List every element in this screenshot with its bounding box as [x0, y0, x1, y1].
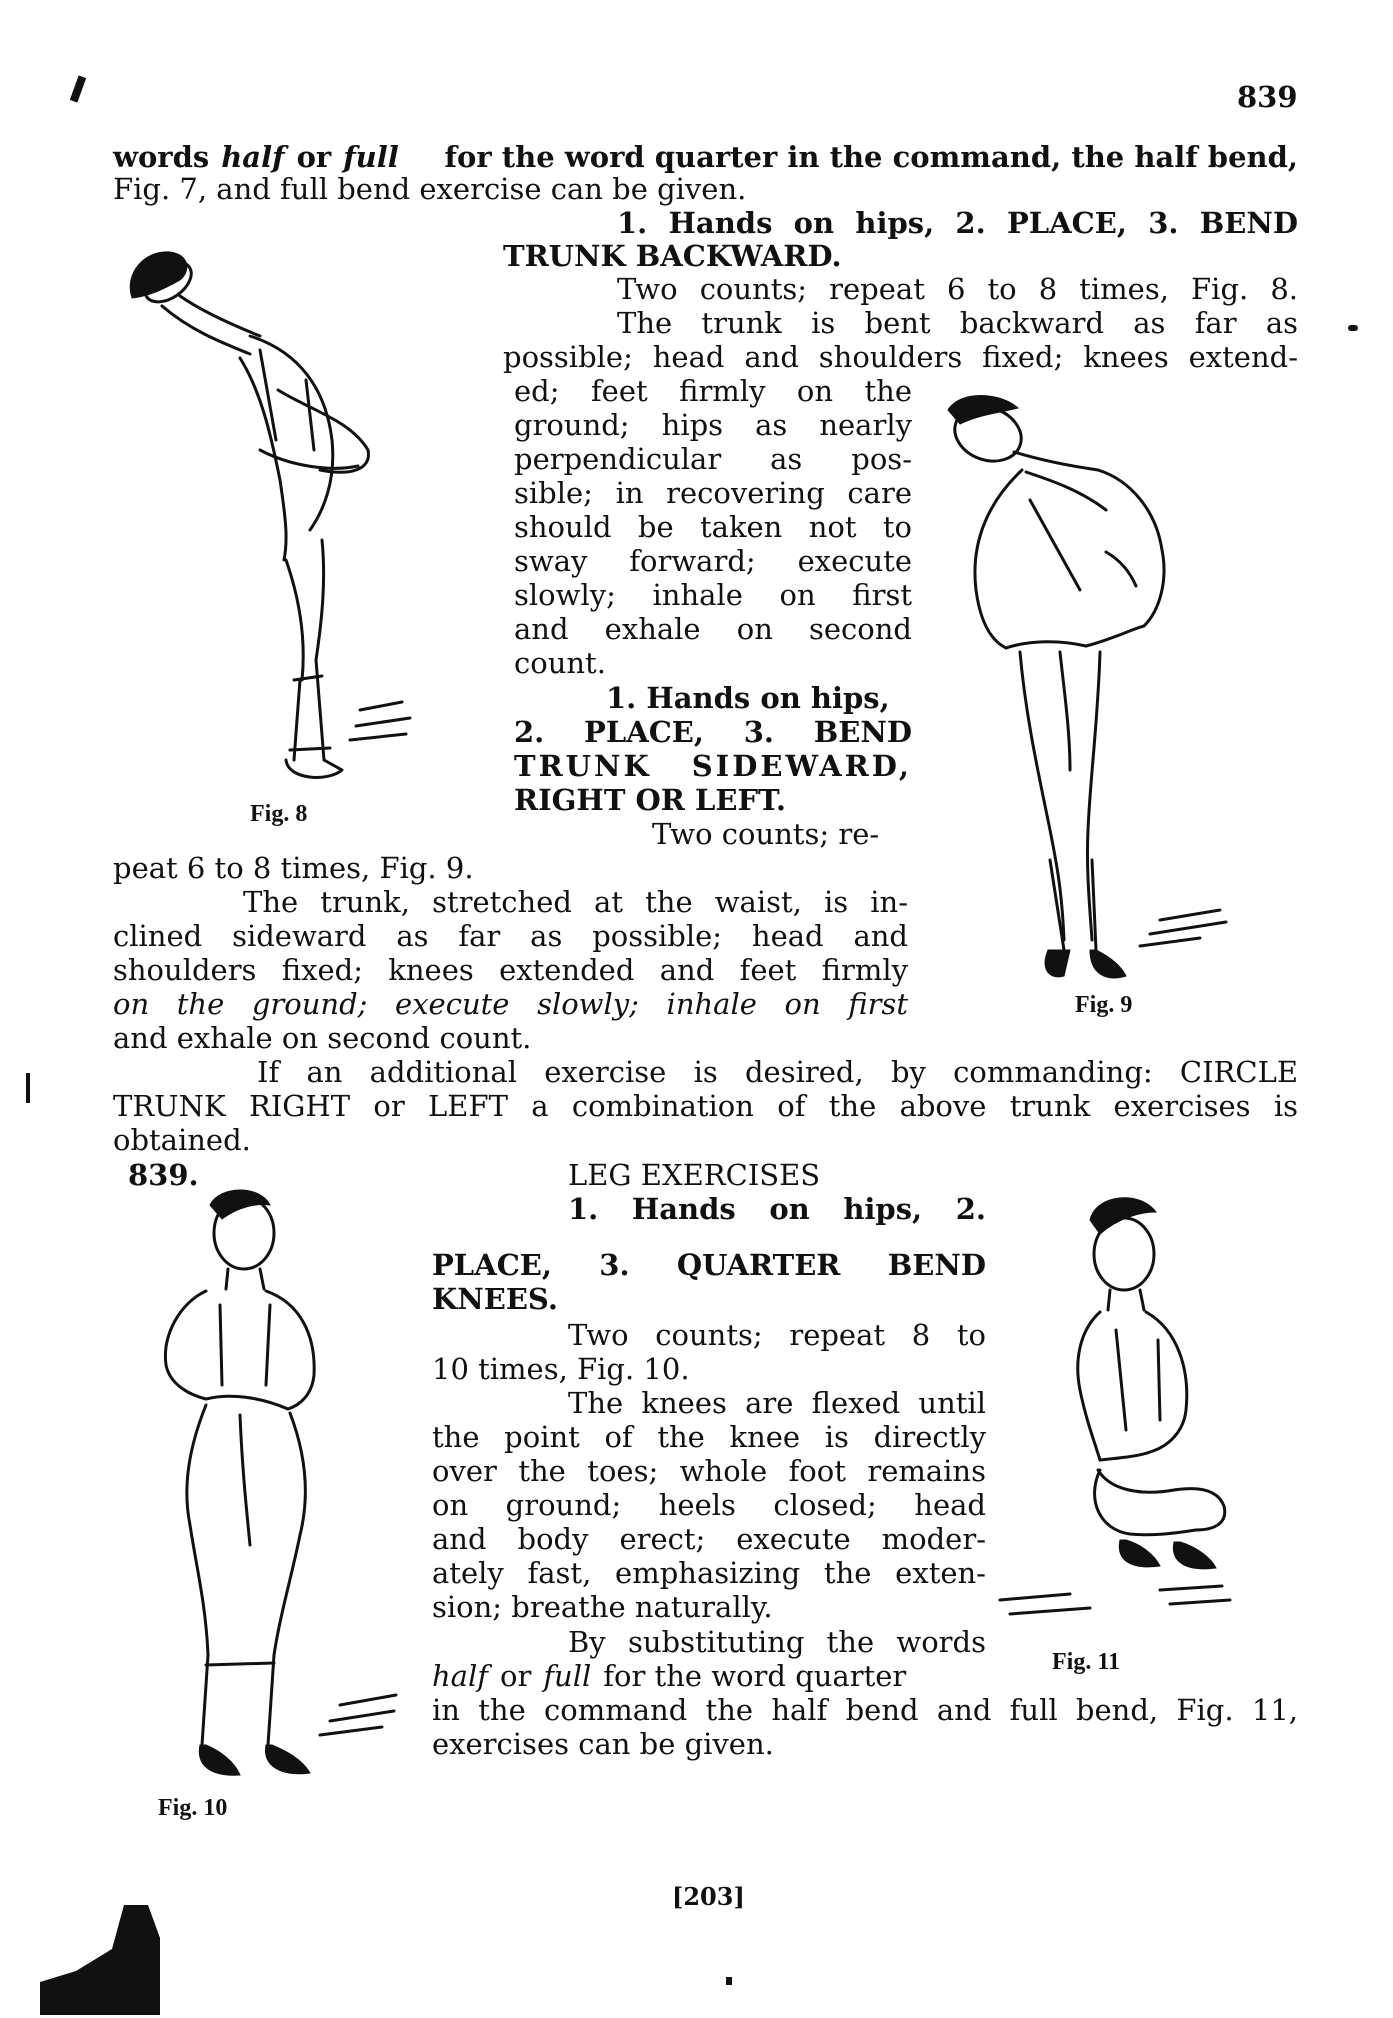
paragraph-number: 839. [128, 1158, 199, 1192]
leg-command-3: KNEES. [432, 1282, 558, 1316]
text-or: or [296, 140, 332, 174]
sideward-line: The trunk, stretched at the waist, is in- [243, 885, 908, 919]
circle-line-1: If an additional exercise is desired, by commanding: CIRCLE [257, 1055, 1298, 1089]
text-rest: for the word quarter [603, 1659, 907, 1693]
leg-line: on ground; heels closed; head [432, 1488, 986, 1522]
fig8-illustration [110, 240, 450, 800]
sideward-command-line: 2. PLACE, 3. BEND [514, 715, 912, 749]
sideward-command [514, 681, 912, 851]
sideward-line: shoulders fixed; knees extended and feet firmly [113, 953, 908, 987]
scan-mark [726, 1977, 732, 1985]
leg-command-1: 1. Hands on hips, 2. [568, 1192, 986, 1226]
page-number: 839 [1237, 80, 1298, 114]
backward-line: perpendicular as pos- [514, 442, 912, 476]
footer-page-number: [203] [672, 1882, 745, 1911]
backward-line: count. [514, 646, 606, 680]
leg-line: and body erect; execute moder- [432, 1522, 986, 1556]
scan-mark [26, 1073, 30, 1103]
sideward-line: on the ground; execute slowly; inhale on first [113, 987, 908, 1021]
leg-line: The knees are flexed until [568, 1386, 986, 1420]
backward-column [514, 374, 912, 680]
backward-line: ed; feet firmly on the [514, 374, 912, 408]
fig9-illustration [930, 390, 1310, 990]
sideward-column [113, 885, 908, 1055]
leg-counts-1: Two counts; repeat 8 to [568, 1318, 986, 1352]
sideward-line: clined sideward as far as possible; head and [113, 919, 908, 953]
sideward-command-line: TRUNK SIDEWARD, [514, 749, 912, 783]
sideward-command-line: 1. Hands on hips, [606, 681, 890, 715]
text-full: full [543, 1659, 592, 1693]
backward-line: slowly; inhale on first [514, 578, 912, 612]
backward-line: and exhale on second [514, 612, 912, 646]
scan-mark [70, 75, 86, 102]
fig11-illustration [990, 1190, 1250, 1640]
backward-line: sible; in recovering care [514, 476, 912, 510]
leg-final-1: in the command the half bend and full bend, Fig. 11, [432, 1693, 1298, 1727]
text-full: full [343, 140, 399, 174]
leg-column [432, 1386, 986, 1624]
backward-command-line-2: TRUNK BACKWARD. [503, 239, 842, 273]
sideward-counts: Two counts; re- [652, 817, 880, 851]
leg-final-2: exercises can be given. [432, 1727, 774, 1761]
leg-command-2: PLACE, 3. QUARTER BEND [432, 1248, 986, 1282]
leg-line: over the toes; whole foot remains [432, 1454, 986, 1488]
sideward-command-line: RIGHT OR LEFT. [514, 783, 786, 817]
leg-line: sion; breathe naturally. [432, 1590, 773, 1624]
circle-line-2: TRUNK RIGHT or LEFT a combination of the above trunk exercises is [113, 1089, 1298, 1123]
text-words: words [113, 140, 210, 174]
backward-counts: Two counts; repeat 6 to 8 times, Fig. 8. [617, 272, 1298, 306]
backward-line: sway forward; execute [514, 544, 912, 578]
fig10-caption: Fig. 10 [158, 1795, 228, 1821]
sideward-line: and exhale on second count. [113, 1021, 532, 1055]
leg-subst-2 [432, 1659, 986, 1693]
scan-mark [1348, 325, 1358, 331]
leg-line: the point of the knee is directly [432, 1420, 986, 1454]
fig11-caption: Fig. 11 [1052, 1649, 1121, 1675]
leg-subst-1: By substituting the words [568, 1625, 986, 1659]
leg-heading: LEG EXERCISES [568, 1158, 821, 1192]
top-line-2: Fig. 7, and full bend exercise can be given. [113, 172, 747, 206]
backward-line: should be taken not to [514, 510, 912, 544]
circle-line-3: obtained. [113, 1123, 251, 1157]
scan-artifact [40, 1905, 160, 2015]
fig10-illustration [110, 1185, 400, 1785]
top-line-1 [113, 140, 1298, 174]
fig8-caption: Fig. 8 [250, 801, 308, 827]
text-half: half [221, 140, 285, 174]
leg-line: ately fast, emphasizing the exten- [432, 1556, 986, 1590]
sideward-counts-2: peat 6 to 8 times, Fig. 9. [113, 851, 474, 885]
fig9-caption: Fig. 9 [1075, 992, 1133, 1018]
backward-command-line-1: 1. Hands on hips, 2. PLACE, 3. BEND [617, 206, 1298, 240]
backward-desc-2: possible; head and shoulders fixed; knees extend- [503, 340, 1298, 374]
backward-desc-1: The trunk is bent backward as far as [617, 306, 1298, 340]
text-half: half [432, 1659, 488, 1693]
text-rest: for the word quarter in the command, the half bend, [444, 140, 1298, 174]
text-or: or [499, 1659, 532, 1693]
leg-counts-2: 10 times, Fig. 10. [432, 1352, 690, 1386]
backward-line: ground; hips as nearly [514, 408, 912, 442]
